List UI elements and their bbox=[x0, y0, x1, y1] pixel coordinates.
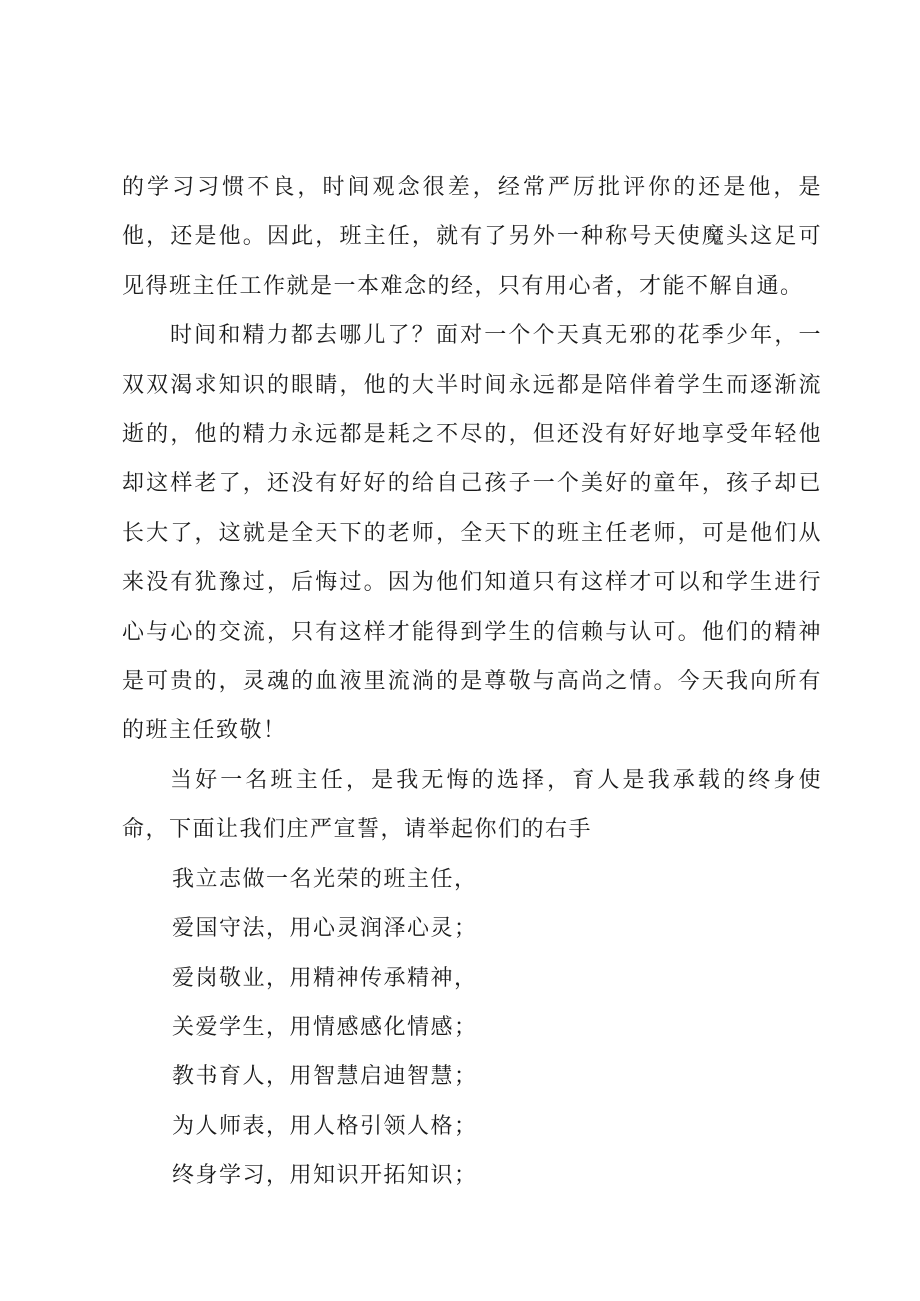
oath-line: 教书育人，用智慧启迪智慧； bbox=[172, 1064, 478, 1090]
oath-line: 终身学习，用知识开拓知识； bbox=[172, 1163, 478, 1189]
oath-lines bbox=[122, 855, 822, 1201]
oath-line: 关爱学生，用情感感化情感； bbox=[172, 1014, 478, 1040]
paragraph-time-and-energy: 时间和精力都去哪儿了？面对一个个天真无邪的花季少年，一双双渴求知识的眼睛，他的大半时间永远都是陪伴着学生而逐渐流逝的，他的精力永远都是耗之不尽的，但还没有好好地享受年轻他却这样老了，还没有好好的给自己孩子一个美好的童年，孩子却已长大了，这就是全天下的老师，全天下的班主任老师，可是他们从来没有犹豫过，后悔过。因为他们知道只有这样才可以和学生进行心与心的交流，只有这样才能得到学生的信赖与认可。他们的精神是可贵的，灵魂的血液里流淌的是尊敬与高尚之情。今天我向所有的班主任致敬！ bbox=[122, 323, 822, 744]
document-body bbox=[122, 163, 822, 1201]
oath-line: 为人师表，用人格引领人格； bbox=[172, 1113, 478, 1139]
oath-line: 爱岗敬业，用精神传承精神， bbox=[172, 965, 478, 991]
paragraph-oath-intro: 当好一名班主任，是我无悔的选择，育人是我承载的终身使命，下面让我们庄严宣誓，请举起你们的右手 bbox=[122, 767, 822, 843]
oath-line: 爱国守法，用心灵润泽心灵； bbox=[172, 916, 478, 942]
paragraph-continued: 的学习习惯不良，时间观念很差，经常严厉批评你的还是他，是他，还是他。因此，班主任，就有了另外一种称号天使魔头这足可见得班主任工作就是一本难念的经，只有用心者，才能不解自通。 bbox=[122, 175, 822, 299]
oath-line: 我立志做一名光荣的班主任， bbox=[172, 866, 478, 892]
